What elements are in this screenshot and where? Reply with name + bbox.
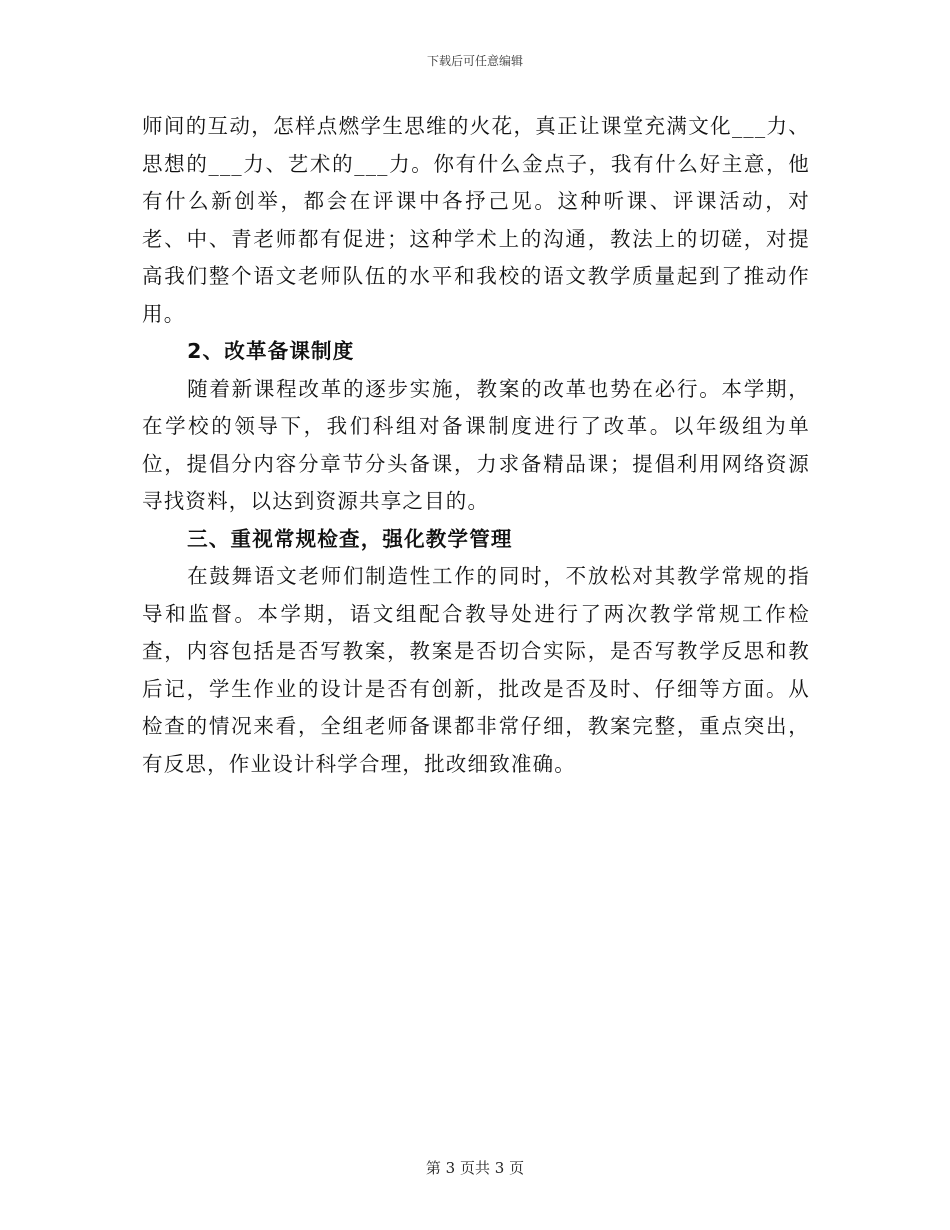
heading-lesson-prep-reform: 2、改革备课制度 bbox=[187, 339, 355, 363]
page-header: 下载后可任意编辑 bbox=[426, 54, 523, 68]
paragraph-interaction: 师间的互动，怎样点燃学生思维的火花，真正让课堂充满文化___力、思想的___力、艺术的___力。你有什么金点子，我有什么好主意，他有什么新创举，都会在评课中各抒己见。这种听课、评课活动，对老、中、青老师都有促进；这种学术上的沟通，教法上的切磋，对提高我们整个语文老师队伍的水平和我校的语文教学质量起到了推动作用。 bbox=[142, 114, 810, 326]
paragraph-lesson-prep: 随着新课程改革的逐步实施，教案的改革也势在必行。本学期，在学校的领导下，我们科组对备课制度进行了改革。以年级组为单位，提倡分内容分章节分头备课，力求备精品课；提倡利用网络资源寻找资料，以达到资源共享之目的。 bbox=[142, 376, 810, 513]
page-footer: 第 3 页共 3 页 bbox=[425, 1159, 525, 1177]
heading-routine-inspection: 三、重视常规检查，强化教学管理 bbox=[187, 526, 513, 551]
paragraph-inspection: 在鼓舞语文老师们制造性工作的同时，不放松对其教学常规的指导和监督。本学期，语文组配合教导处进行了两次教学常规工作检查，内容包括是否写教案，教案是否切合实际，是否写教学反思和教后记，学生作业的设计是否有创新，批改是否及时、仔细等方面。从检查的情况来看，全组老师备课都非常仔细，教案完整，重点突出，有反思，作业设计科学合理，批改细致准确。 bbox=[142, 564, 810, 776]
document-body bbox=[142, 108, 810, 783]
